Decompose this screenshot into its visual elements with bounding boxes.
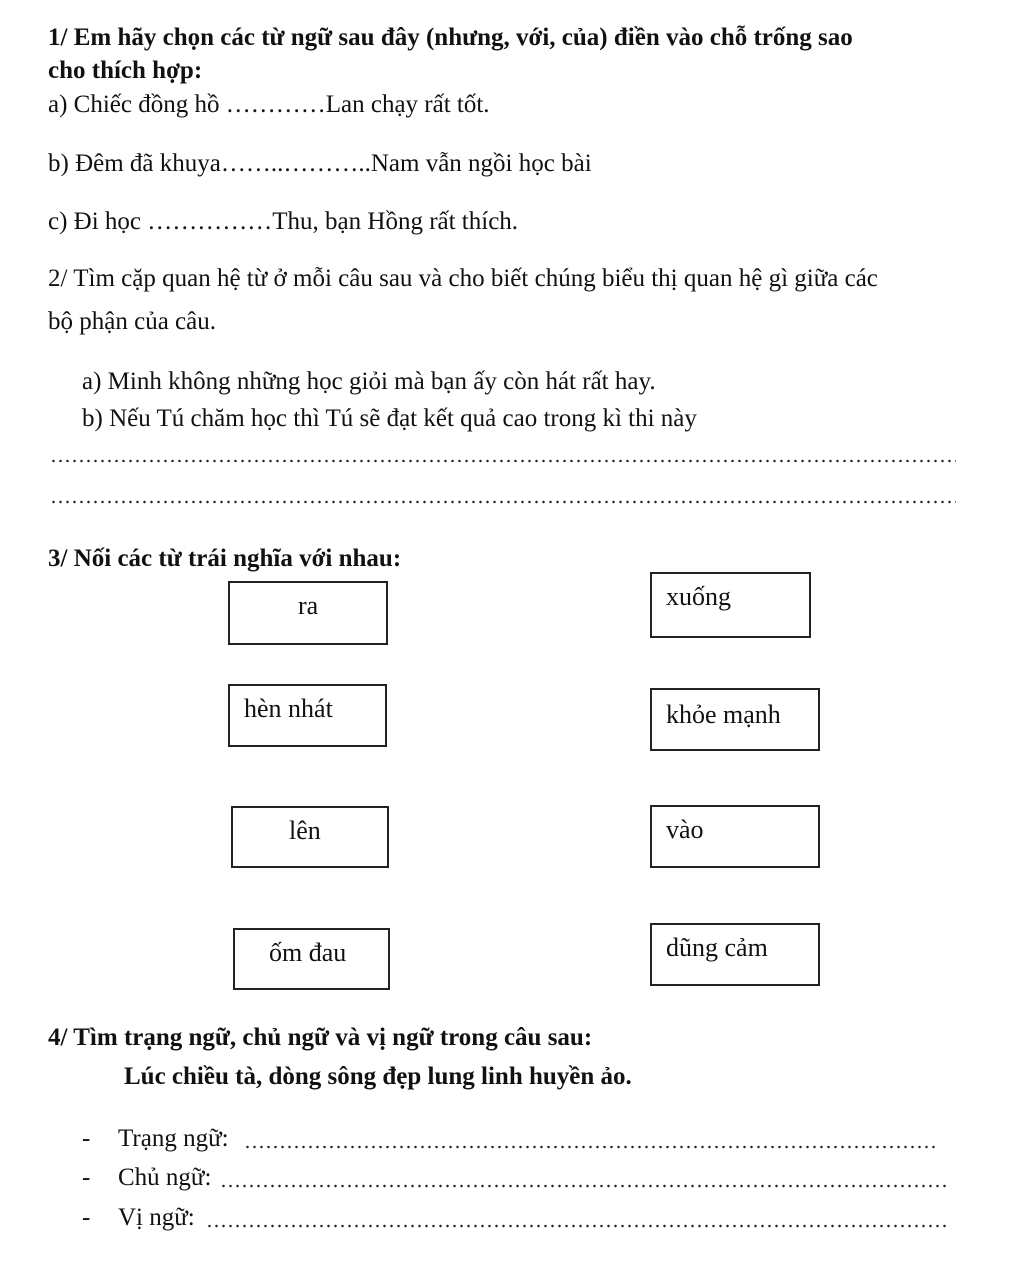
q1-item-a: a) Chiếc đồng hồ …………Lan chạy rất tốt. [48, 91, 490, 118]
q4-sentence: Lúc chiều tà, dòng sông đẹp lung linh huyền ảo. [124, 1063, 632, 1090]
q2-item-a: a) Minh không những học giỏi mà bạn ấy còn hát rất hay. [82, 368, 656, 395]
q4-label-vi-ngu: Vị ngữ: [118, 1204, 195, 1231]
q1-item-c: c) Đi học ……………Thu, bạn Hồng rất thích. [48, 208, 519, 235]
word-box-label: vào [666, 815, 704, 844]
word-box-dung-cam[interactable] [650, 923, 820, 986]
q2-heading-line2: bộ phận của câu. [48, 308, 216, 335]
list-dash: - [82, 1204, 91, 1231]
q3-heading: 3/ Nối các từ trái nghĩa với nhau: [48, 545, 402, 572]
word-box-om-dau[interactable] [233, 928, 390, 990]
answer-dotted-line-chu-ngu[interactable] [220, 1184, 948, 1188]
word-box-hen-nhat[interactable] [228, 684, 387, 747]
word-box-ra[interactable] [228, 581, 388, 645]
word-box-label: khỏe mạnh [666, 700, 781, 729]
q2-item-b: b) Nếu Tú chăm học thì Tú sẽ đạt kết quả cao trong kì thi này [82, 405, 697, 432]
answer-dotted-line-trang-ngu[interactable] [244, 1145, 936, 1149]
word-box-label: dũng cảm [666, 933, 768, 962]
word-box-len[interactable] [231, 806, 389, 868]
answer-dotted-line-vi-ngu[interactable] [206, 1224, 950, 1228]
q1-item-b: b) Đêm đã khuya……..………..Nam vẫn ngồi học bài [48, 150, 592, 177]
q1-heading-line2: cho thích hợp: [48, 57, 203, 84]
word-box-khoe-manh[interactable] [650, 688, 820, 751]
word-box-label: lên [289, 816, 321, 845]
q2-heading-line1: 2/ Tìm cặp quan hệ từ ở mỗi câu sau và cho biết chúng biểu thị quan hệ gì giữa các [48, 265, 878, 292]
answer-dotted-line-2[interactable] [50, 500, 956, 504]
word-box-xuong[interactable] [650, 572, 811, 638]
q4-label-trang-ngu: Trạng ngữ: [118, 1125, 229, 1152]
word-box-label: hèn nhát [244, 694, 333, 723]
list-dash: - [82, 1125, 91, 1152]
answer-dotted-line-1[interactable] [50, 459, 956, 463]
word-box-label: xuống [666, 582, 731, 611]
list-dash: - [82, 1164, 91, 1191]
word-box-label: ốm đau [269, 938, 347, 967]
word-box-label: ra [298, 591, 319, 620]
q4-heading: 4/ Tìm trạng ngữ, chủ ngữ và vị ngữ trong câu sau: [48, 1024, 593, 1051]
q1-heading-line1: 1/ Em hãy chọn các từ ngữ sau đây (nhưng, với, của) điền vào chỗ trống sao [48, 24, 853, 51]
q4-label-chu-ngu: Chủ ngữ: [118, 1164, 212, 1191]
word-box-vao[interactable] [650, 805, 820, 868]
